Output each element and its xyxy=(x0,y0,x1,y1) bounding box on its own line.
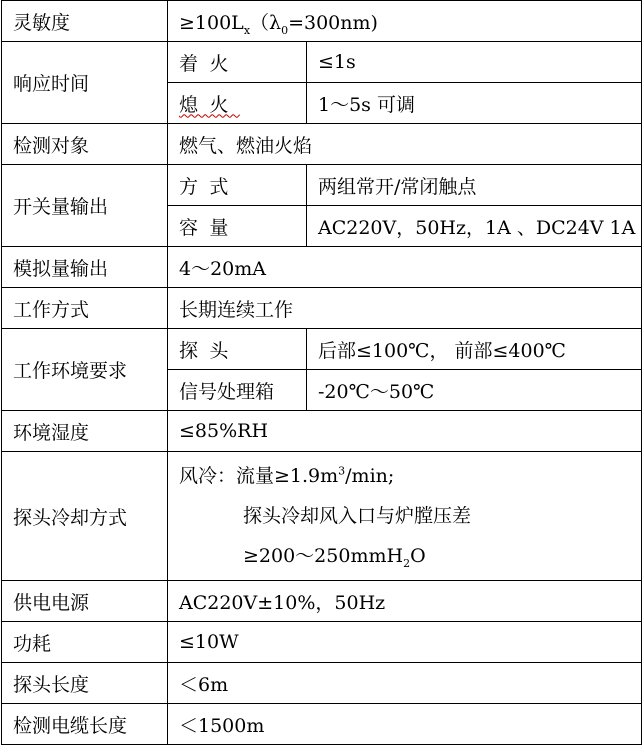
sublabel-capacity: 容量 xyxy=(168,206,307,247)
table-row xyxy=(2,663,642,704)
sensitivity-prefix: ≥100L xyxy=(179,11,244,34)
cooling-line-1-sup: 3 xyxy=(338,464,346,478)
row-value-cooling xyxy=(168,452,642,581)
row-label-probe-length: 探头长度 xyxy=(2,663,168,704)
row-label-power-consumption: 功耗 xyxy=(2,622,168,663)
row-label-switch-output: 开关量输出 xyxy=(2,165,168,247)
cooling-line-1 xyxy=(179,456,641,496)
row-value-humidity: ≤85%RH xyxy=(168,411,642,452)
sublabel-mode: 方式 xyxy=(168,165,307,206)
table-row xyxy=(2,165,642,206)
table-row xyxy=(2,329,642,370)
row-value-power-supply: AC220V±10%，50Hz xyxy=(168,581,642,622)
row-value-detection-object: 燃气、燃油火焰 xyxy=(168,124,642,165)
value-extinguish: 1～5s 可调 xyxy=(307,83,642,124)
value-mode: 两组常开/常闭触点 xyxy=(307,165,642,206)
sensitivity-sub-0: 0 xyxy=(281,23,289,37)
table-row xyxy=(2,581,642,622)
row-label-power-supply: 供电电源 xyxy=(2,581,168,622)
cooling-line-3-prefix: ≥200～250mmH xyxy=(243,545,404,567)
table-row xyxy=(2,452,642,581)
sublabel-extinguish xyxy=(168,83,307,124)
sensitivity-suffix: =300nm) xyxy=(288,11,378,34)
row-value-analog-output: 4～20mA xyxy=(168,247,642,288)
row-label-environment: 工作环境要求 xyxy=(2,329,168,411)
sublabel-ignition: 着火 xyxy=(168,42,307,83)
table-row xyxy=(2,247,642,288)
row-label-detection-object: 检测对象 xyxy=(2,124,168,165)
cooling-line-3-sub: 2 xyxy=(403,556,411,570)
sublabel-extinguish-text: 熄火 xyxy=(179,93,240,116)
cooling-line-3 xyxy=(179,536,641,576)
table-row xyxy=(2,622,642,663)
row-value-cable-length: ＜1500m xyxy=(168,704,642,745)
sublabel-signal-box: 信号处理箱 xyxy=(168,370,307,411)
value-ignition: ≤1s xyxy=(307,42,642,83)
row-value-probe-length: ＜6m xyxy=(168,663,642,704)
row-value-work-mode: 长期连续工作 xyxy=(168,288,642,329)
table-row xyxy=(2,288,642,329)
value-capacity: AC220V，50Hz，1A 、DC24V 1A xyxy=(307,206,642,247)
row-label-analog-output: 模拟量输出 xyxy=(2,247,168,288)
row-label-cooling: 探头冷却方式 xyxy=(2,452,168,581)
row-value-sensitivity xyxy=(168,1,642,42)
cooling-line-3-suffix: O xyxy=(410,545,426,567)
table-row xyxy=(2,704,642,745)
table-row xyxy=(2,124,642,165)
row-value-power-consumption: ≤10W xyxy=(168,622,642,663)
table-row xyxy=(2,1,642,42)
row-label-response-time: 响应时间 xyxy=(2,42,168,124)
sublabel-probe: 探头 xyxy=(168,329,307,370)
sensitivity-mid: （λ xyxy=(250,11,282,34)
value-signal-box: -20℃～50℃ xyxy=(307,370,642,411)
cooling-line-2: 探头冷却风入口与炉膛压差 xyxy=(243,505,472,527)
table-row xyxy=(2,42,642,83)
row-label-humidity: 环境湿度 xyxy=(2,411,168,452)
table-row xyxy=(2,411,642,452)
cooling-line-1-prefix: 风冷：流量≥1.9m xyxy=(179,465,339,487)
row-label-sensitivity: 灵敏度 xyxy=(2,1,168,42)
row-label-work-mode: 工作方式 xyxy=(2,288,168,329)
row-label-cable-length: 检测电缆长度 xyxy=(2,704,168,745)
cooling-line-1-suffix: /min; xyxy=(345,465,395,487)
spec-table xyxy=(1,0,642,745)
sensitivity-sub-x: x xyxy=(243,23,251,37)
value-probe: 后部≤100℃， 前部≤400℃ xyxy=(307,329,642,370)
